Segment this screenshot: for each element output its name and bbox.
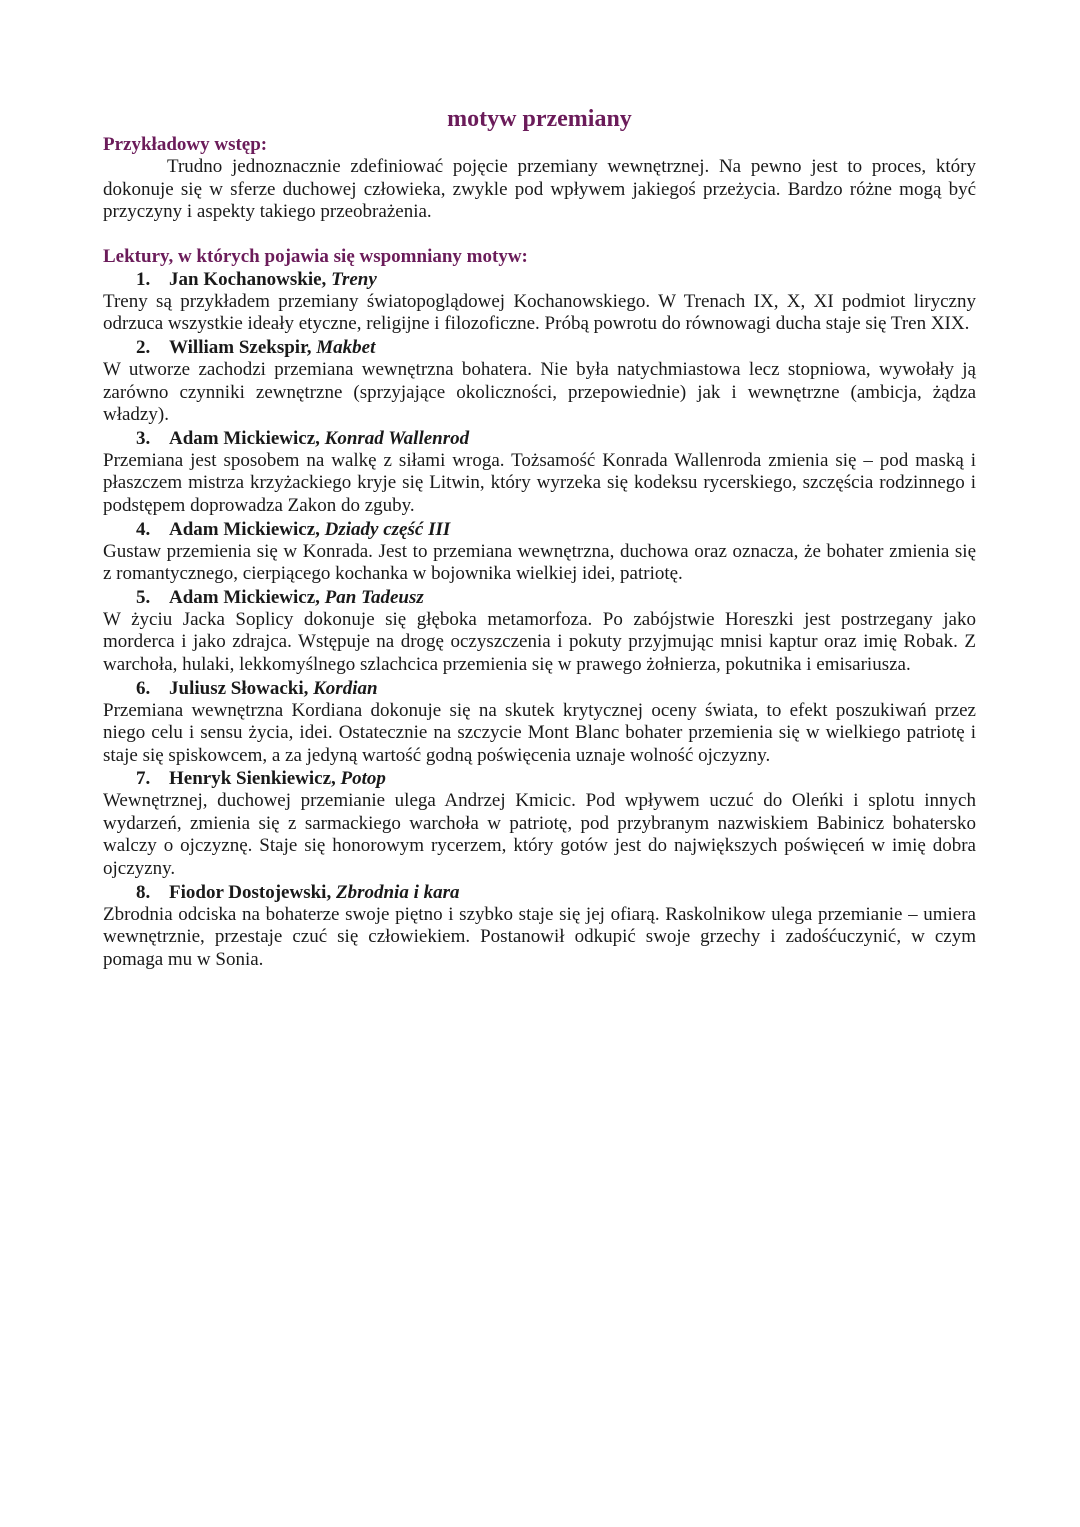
reading-work: Treny — [331, 268, 377, 290]
reading-number: 3. — [136, 427, 151, 449]
reading-item-7 — [103, 767, 976, 880]
reading-description: Zbrodnia odciska na bohaterze swoje piętno i szybko staje się jej ofiarą. Raskolnikow ulega przemianie – umiera wewnętrznie, przestaje czuć się człowiekiem. Postanowił odkupić swoje grzechy i zadośćuczynić, w czym pomaga mu w Sonia. — [103, 903, 976, 970]
reading-description: Gustaw przemienia się w Konrada. Jest to przemiana wewnętrzna, duchowa oraz oznacza, że bohater zmienia się z romantycznego, cierpiącego kochanka w bojownika wielkiej idei, patriotę. — [103, 540, 976, 585]
reading-number: 8. — [136, 881, 151, 903]
reading-title — [103, 518, 976, 541]
reading-number: 1. — [136, 268, 151, 290]
reading-title — [103, 881, 976, 904]
document-title: motyw przemiany — [447, 106, 632, 132]
reading-number: 5. — [136, 586, 151, 608]
reading-item-5 — [103, 586, 976, 677]
reading-item-3 — [103, 427, 976, 518]
section-spacer — [103, 224, 976, 246]
reading-title — [103, 677, 976, 700]
reading-number: 7. — [136, 768, 151, 790]
reading-author: Fiodor Dostojewski, — [169, 881, 332, 903]
reading-number: 4. — [136, 518, 151, 540]
reading-author: Adam Mickiewicz, — [169, 586, 320, 608]
reading-item-4 — [103, 518, 976, 586]
reading-title — [103, 586, 976, 609]
reading-work: Kordian — [313, 677, 378, 699]
reading-author: Adam Mickiewicz, — [169, 427, 320, 449]
readings-list — [103, 268, 976, 972]
reading-author: Juliusz Słowacki, — [169, 677, 309, 699]
reading-work: Potop — [340, 768, 386, 790]
readings-heading: Lektury, w których pojawia się wspomniany motyw: — [103, 245, 528, 267]
reading-item-6 — [103, 677, 976, 768]
reading-description: W życiu Jacka Soplicy dokonuje się głęboka metamorfoza. Po zabójstwie Horeszki jest postrzegany jako morderca i jako zdrajca. Wstępuje na drogę oczyszczenia i pokuty przyjmując mnisi kaptur oraz imię Robak. Z warchoła, hulaki, lekkomyślnego szlachcica przemienia się w prawego żołnierza, pokutnika i emisariusza. — [103, 608, 976, 675]
reading-title — [103, 767, 976, 790]
reading-item-2 — [103, 336, 976, 427]
reading-work: Makbet — [316, 336, 376, 358]
reading-item-1 — [103, 268, 976, 336]
reading-item-8 — [103, 881, 976, 972]
reading-work: Pan Tadeusz — [324, 586, 424, 608]
intro-paragraph: Trudno jednoznacznie zdefiniować pojęcie przemiany wewnętrznej. Na pewno jest to proces, który dokonuje się w sferze duchowej człowieka, zwykle pod wpływem jakiegoś przeżycia. Bardzo różne mogą być przyczyny i aspekty takiego przeobrażenia. — [103, 156, 976, 223]
reading-description: Treny są przykładem przemiany światopoglądowej Kochanowskiego. W Trenach IX, X, XI podmiot liryczny odrzuca wszystkie ideały etyczne, religijne i filozoficzne. Próbą powrotu do równowagi ducha staje się Tren XIX. — [103, 290, 976, 335]
reading-number: 6. — [136, 677, 151, 699]
reading-title — [103, 427, 976, 450]
reading-number: 2. — [136, 336, 151, 358]
reading-author: Jan Kochanowskie, — [169, 268, 327, 290]
intro-heading: Przykładowy wstęp: — [103, 134, 268, 155]
reading-work: Zbrodnia i kara — [335, 881, 460, 903]
reading-author: William Szekspir, — [169, 336, 312, 358]
document-page — [103, 104, 976, 971]
reading-description: Przemiana jest sposobem na walkę z siłami wroga. Tożsamość Konrada Wallenroda zmienia się – pod maską i płaszczem mistrza krzyżackiego kryje się Litwin, który wyrzeka się kodeksu rycerskiego, szczęścia rodzinnego i podstępem doprowadza Zakon do zguby. — [103, 449, 976, 516]
reading-title — [103, 336, 976, 359]
reading-title — [103, 268, 976, 291]
reading-work: Dziady część III — [324, 518, 451, 540]
reading-work: Konrad Wallenrod — [324, 427, 470, 449]
reading-description: W utworze zachodzi przemiana wewnętrzna bohatera. Nie była natychmiastowa lecz stopniowa, wywołały ją zarówno czynniki zewnętrzne (sprzyjające okoliczności, przepowiednie) jak i wewnętrzne (ambicja, żądza władzy). — [103, 358, 976, 426]
reading-author: Adam Mickiewicz, — [169, 518, 320, 540]
reading-author: Henryk Sienkiewicz, — [169, 768, 336, 790]
reading-description: Wewnętrznej, duchowej przemianie ulega Andrzej Kmicic. Pod wpływem uczuć do Oleńki i splotu innych wydarzeń, zmienia się z sarmackiego warchoła w patriotę, pod przybranym nazwiskiem Babinicz bohatersko walczy o ojczyznę. Staje się honorowym rycerzem, który gotów jest do największych poświęceń w imię dobra ojczyzny. — [103, 790, 976, 880]
reading-description: Przemiana wewnętrzna Kordiana dokonuje się na skutek krytycznej oceny świata, to efekt poszukiwań przez niego celu i sensu życia, idei. Ostatecznie na szczycie Mont Blanc bohater przemienia się w wielkiego patriotę i staje się spiskowcem, a za jedyną wartość godną poświęcenia uznaje wolność ojczyzny. — [103, 699, 976, 766]
